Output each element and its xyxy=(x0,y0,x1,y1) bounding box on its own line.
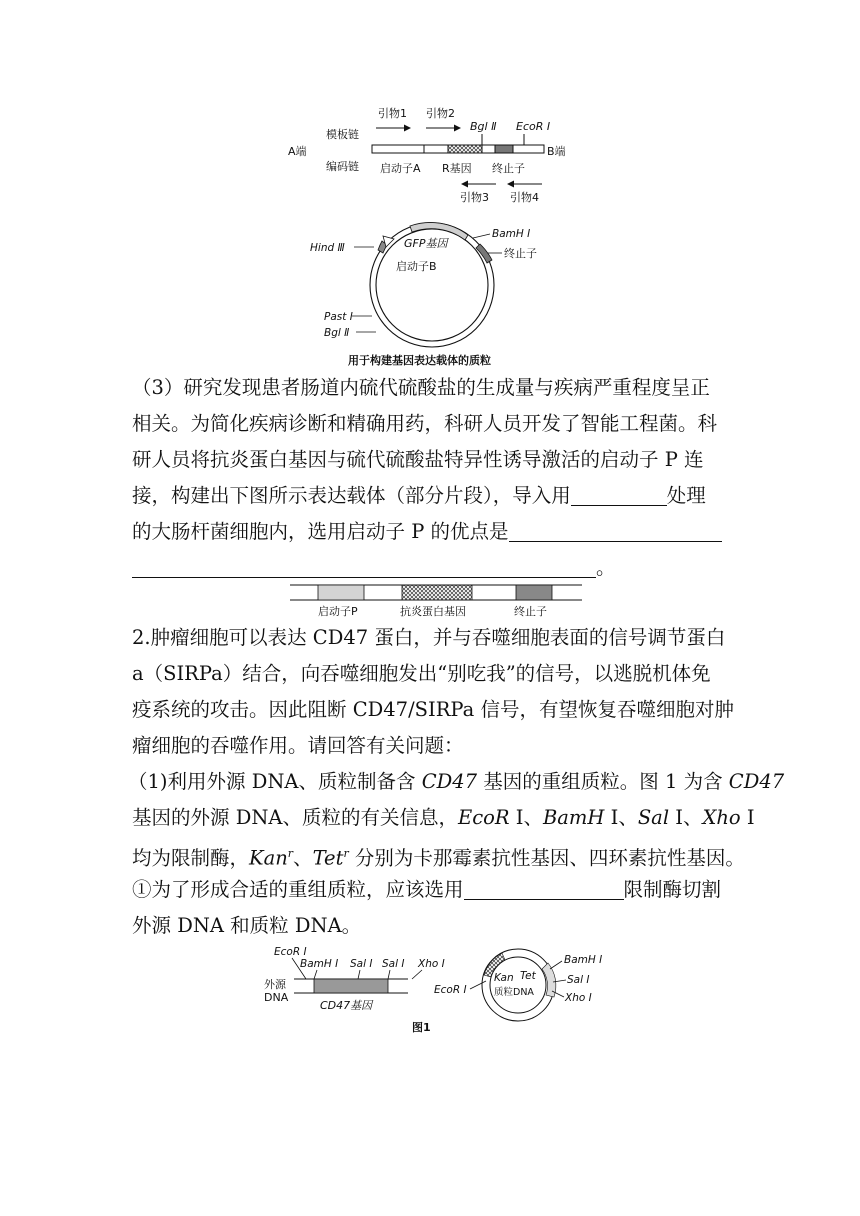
q2-line-5 xyxy=(128,764,785,800)
bamh1-fd-tick xyxy=(314,970,317,979)
xho1-fd-tick xyxy=(412,970,422,979)
xho1-fd-label: Xho Ⅰ xyxy=(418,958,445,970)
terminator-p-block xyxy=(516,585,552,600)
q2-line-6j: Ⅰ xyxy=(740,806,755,829)
tet-label: Tet xyxy=(520,970,536,982)
bamh1-fd-label: BamH Ⅰ xyxy=(300,958,339,970)
plasmid-caption: 用于构建基因表达载体的质粒 xyxy=(348,354,491,367)
q2-line-2: a（SIRPa）结合，向吞噬细胞发出“别吃我”的信号，以逃脱机体免 xyxy=(132,662,711,685)
expression-vector-figure xyxy=(290,583,590,623)
q2-line-6d: Ⅰ、 xyxy=(604,806,638,829)
cd47-gene-block xyxy=(314,979,388,993)
primer4-label: 引物4 xyxy=(510,191,539,204)
terminator-p-label: 终止子 xyxy=(514,605,547,618)
gene-construct-figure xyxy=(270,100,590,370)
primer2-label: 引物2 xyxy=(426,107,455,120)
sal1a-fd-tick xyxy=(358,970,360,979)
terminator2-label: 终止子 xyxy=(504,247,537,260)
promoter-a-label: 启动子A xyxy=(380,162,421,175)
q3-line-1: （3）研究发现患者肠道内硫代硫酸盐的生成量与疾病严重程度呈正 xyxy=(132,376,710,399)
q2-tet: Tet xyxy=(312,846,344,870)
b-end-label: B端 xyxy=(547,145,566,158)
r-gene-label: R基因 xyxy=(442,162,472,175)
q2-xho: Xho xyxy=(702,806,741,829)
answer-blank-2-cont[interactable] xyxy=(132,555,596,578)
gfp-gene-label: GFP基因 xyxy=(404,237,448,250)
q2-line-8b: 限制酶切割 xyxy=(623,878,722,901)
answer-blank-2[interactable] xyxy=(509,519,722,542)
r-gene-block xyxy=(448,145,482,153)
q2-line-6g: Ⅰ、 xyxy=(669,806,703,829)
promoter-p-label: 启动子P xyxy=(318,605,358,618)
anti-gene-label: 抗炎蛋白基因 xyxy=(400,605,466,618)
cd47-label: CD47基因 xyxy=(320,999,373,1012)
q2-line-9: 外源 DNA 和质粒 DNA。 xyxy=(132,914,362,937)
plasmid-dna-label: 质粒DNA xyxy=(494,987,534,998)
q2-line-6a: 基因的外源 DNA、质粒的有关信息， xyxy=(132,806,458,829)
sal1a-fd-label: Sal Ⅰ xyxy=(350,958,373,970)
terminator-label: 终止子 xyxy=(492,162,525,175)
q2-line-1: 2.肿瘤细胞可以表达 CD47 蛋白，并与吞噬细胞表面的信号调节蛋白 xyxy=(132,626,726,649)
ecor1-label: EcoR Ⅰ xyxy=(516,120,551,133)
coding-strand-label: 编码链 xyxy=(326,160,359,173)
q3-line-4-text: 接，构建出下图所示表达载体（部分片段），导入用 xyxy=(132,484,571,507)
primer1-label: 引物1 xyxy=(378,107,407,120)
bgl2b-label: Bgl Ⅱ xyxy=(324,327,350,339)
q2-line-5b: 基因的重组质粒。图 1 为含 xyxy=(477,770,729,793)
q2-line-6b: Ⅰ、 xyxy=(509,806,543,829)
terminator-block xyxy=(495,145,513,153)
template-strand-label: 模板链 xyxy=(326,128,359,141)
q2-line-4: 瘤细胞的吞噬作用。请回答有关问题： xyxy=(132,734,464,757)
q3-line-3: 研人员将抗炎蛋白基因与硫代硫酸盐特异性诱导激活的启动子 P 连 xyxy=(132,448,704,471)
sal1b-fd-label: Sal Ⅰ xyxy=(382,958,405,970)
answer-blank-1[interactable] xyxy=(571,483,667,506)
foreign-label: 外源 xyxy=(264,978,286,991)
ecor1-fd-label: EcoR Ⅰ xyxy=(274,946,307,958)
bamh1-p-label: BamH Ⅰ xyxy=(564,954,603,966)
q2-sal: Sal xyxy=(637,806,670,829)
ecor1-p-tick xyxy=(470,981,486,989)
q2-bamh: BamH xyxy=(542,806,605,829)
bamh1-label: BamH Ⅰ xyxy=(492,228,531,240)
past1-label: Past Ⅰ xyxy=(324,311,353,323)
q2-tet-r: r xyxy=(343,847,349,860)
bgl2-label: Bgl Ⅱ xyxy=(470,120,497,133)
figure-1 xyxy=(262,945,612,1035)
primer3-label: 引物3 xyxy=(460,191,489,204)
q2-line-5a: （1)利用外源 DNA、质粒制备含 xyxy=(128,770,422,793)
q2-cd47-2: CD47 xyxy=(728,770,785,793)
q2-line-7b: 分别为卡那霉素抗性基因、四环素抗性基因。 xyxy=(348,846,745,870)
p3-inner xyxy=(490,957,546,1013)
q3-line-2: 相关。为简化疾病诊断和精确用药，科研人员开发了智能工程菌。科 xyxy=(132,412,718,435)
q2-line-7 xyxy=(132,836,745,877)
q3-line-5 xyxy=(132,514,732,550)
ecor1-p-label: EcoR Ⅰ xyxy=(434,984,467,996)
bamh1-p-tick xyxy=(550,961,562,969)
q3-line-6 xyxy=(132,550,732,586)
bamh1-tick xyxy=(473,234,490,238)
sal1-p-label: Sal Ⅰ xyxy=(567,974,590,986)
q2-line-6 xyxy=(132,800,755,836)
hind3-label: Hind Ⅲ xyxy=(310,242,345,254)
sal1b-fd-tick xyxy=(388,970,390,979)
q3-line-4-end: 处理 xyxy=(666,484,706,507)
q2-line-8 xyxy=(132,872,732,908)
promoter-p-block xyxy=(318,585,364,600)
anti-gene-block xyxy=(402,585,472,600)
q2-line-8a: ①为了形成合适的重组质粒，应该选用 xyxy=(132,878,464,901)
q2-line-3: 疫系统的攻击。因此阻断 CD47/SIRPa 信号，有望恢复吞噬细胞对肿 xyxy=(132,698,734,721)
q2-kan-r: r xyxy=(287,847,294,860)
q2-ecor: EcoR xyxy=(457,806,510,829)
q2-cd47-1: CD47 xyxy=(421,770,478,793)
xho1-p-label: Xho Ⅰ xyxy=(565,992,592,1004)
q3-line-6-end: 。 xyxy=(596,556,616,579)
promoter-b-label: 启动子B xyxy=(396,260,437,273)
q2-kan: Kan xyxy=(249,846,288,870)
q2-line-7m: 、 xyxy=(293,846,313,870)
q2-line-7a: 均为限制酶， xyxy=(132,846,250,870)
answer-blank-3[interactable] xyxy=(464,877,624,900)
a-end-label: A端 xyxy=(288,145,307,158)
figure1-caption: 图1 xyxy=(412,1021,431,1034)
q3-line-4 xyxy=(132,478,732,514)
kan-label: Kan xyxy=(494,972,514,984)
dna-label: DNA xyxy=(264,991,289,1004)
q3-line-5-text: 的大肠杆菌细胞内，选用启动子 P 的优点是 xyxy=(132,520,509,543)
